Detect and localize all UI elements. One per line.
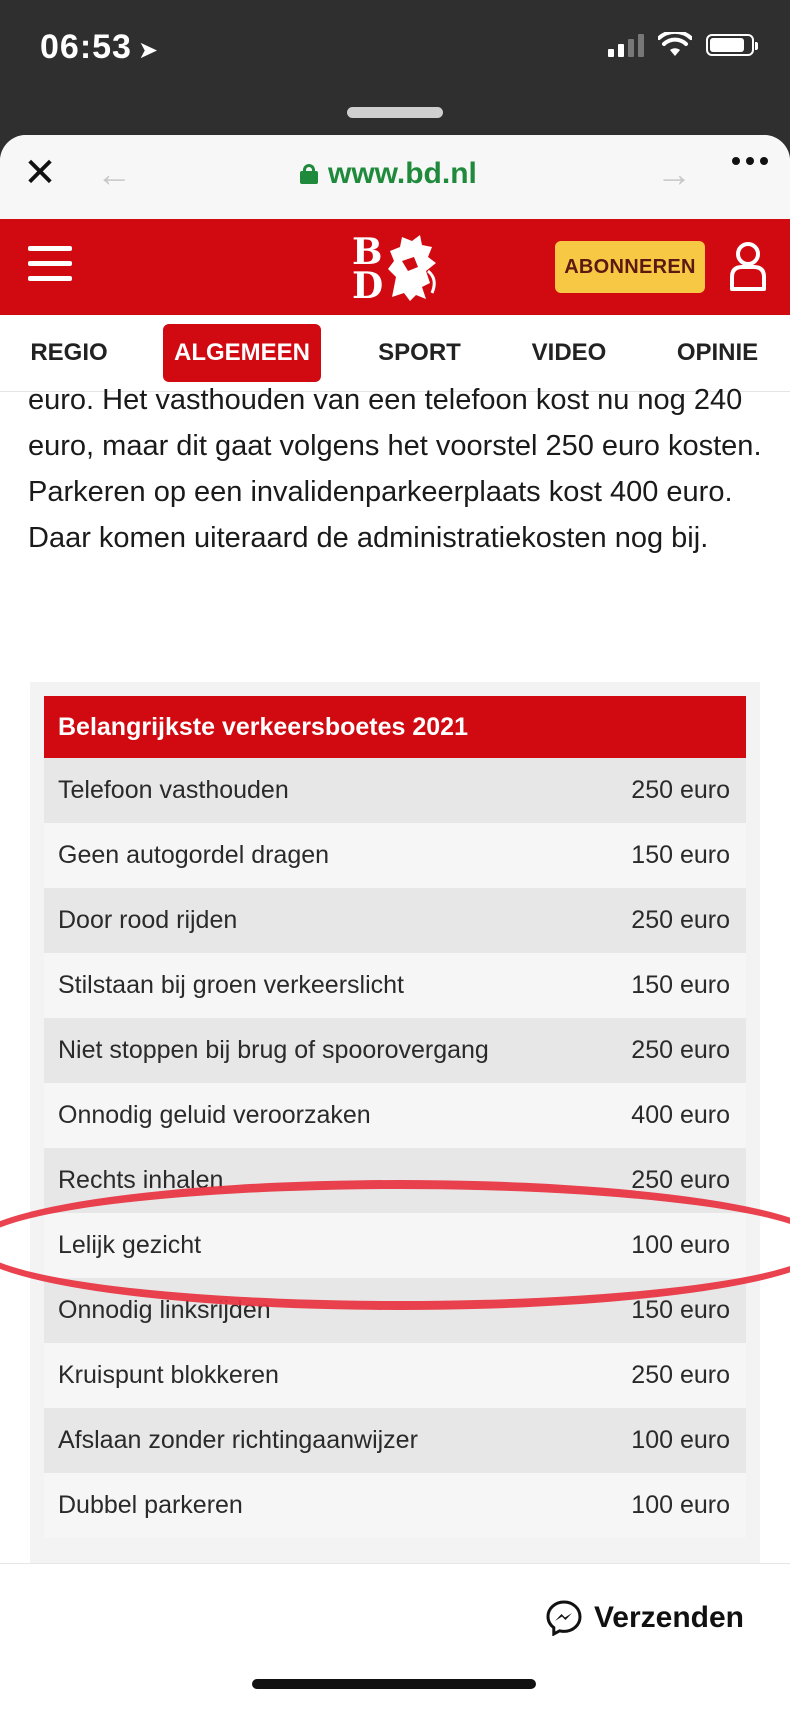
fine-cell: 150 euro	[631, 971, 730, 999]
red-ellipse-annotation	[0, 1180, 790, 1310]
share-button[interactable]	[546, 1600, 744, 1636]
table-row	[44, 1083, 746, 1148]
fines-table	[30, 682, 760, 1602]
fine-cell: 100 euro	[631, 1491, 730, 1519]
offence-cell: Door rood rijden	[58, 906, 238, 934]
tab-sport[interactable]: SPORT	[378, 339, 461, 366]
table-row	[44, 758, 746, 823]
logo-letter-b: B	[352, 231, 383, 273]
fine-cell: 250 euro	[631, 1036, 730, 1064]
hamburger-menu-icon[interactable]	[28, 246, 72, 286]
offence-cell: Kruispunt blokkeren	[58, 1361, 279, 1389]
more-dots-icon[interactable]	[732, 157, 768, 165]
offence-cell: Telefoon vasthouden	[58, 776, 289, 804]
table-row	[44, 1473, 746, 1538]
status-indicators	[608, 32, 754, 58]
cellular-signal-icon	[608, 33, 644, 57]
offence-cell: Rechts inhalen	[58, 1166, 224, 1194]
fine-cell: 100 euro	[631, 1426, 730, 1454]
browser-sheet	[0, 135, 790, 1713]
bd-logo[interactable]	[350, 231, 440, 307]
lock-icon	[300, 164, 318, 184]
status-time	[40, 28, 159, 67]
home-indicator[interactable]	[252, 1679, 536, 1689]
fine-cell: 250 euro	[631, 1361, 730, 1389]
table-row	[44, 953, 746, 1018]
browser-toolbar	[0, 135, 790, 219]
offence-cell: Niet stoppen bij brug of spoorovergang	[58, 1036, 489, 1064]
arrow-right-icon[interactable]: →	[656, 153, 692, 194]
fine-cell: 400 euro	[631, 1101, 730, 1129]
fine-cell: 150 euro	[631, 841, 730, 869]
offence-cell: Onnodig geluid veroorzaken	[58, 1101, 371, 1129]
sheet-grab-handle[interactable]	[347, 107, 443, 118]
status-time-text: 06:53	[40, 28, 132, 66]
fine-cell: 250 euro	[631, 776, 730, 804]
messenger-icon	[546, 1600, 582, 1636]
battery-icon	[706, 34, 754, 56]
close-icon[interactable]: ✕	[23, 151, 57, 195]
table-row	[44, 888, 746, 953]
location-arrow-icon: ➤	[137, 37, 160, 64]
fines-table-title: Belangrijkste verkeersboetes 2021	[44, 696, 746, 758]
offence-cell: Dubbel parkeren	[58, 1491, 243, 1519]
offence-cell: Lelijk gezicht	[58, 1231, 202, 1259]
offence-cell: Afslaan zonder richtingaanwijzer	[58, 1426, 418, 1454]
fines-table-rows	[44, 758, 746, 1538]
fine-cell: 150 euro	[631, 1296, 730, 1324]
subscribe-button[interactable]: ABONNEREN	[555, 241, 705, 293]
arrow-left-icon[interactable]: ←	[96, 153, 132, 194]
article-paragraph: euro. Het vasthouden van een telefoon kost nu nog 240 euro, maar dit gaat volgens het voorstel 250 euro kosten. Parkeren op een invalidenparkeerplaats kost 400 euro. Daar komen uiteraard de administratiekosten nog bij.	[28, 384, 762, 554]
site-header	[0, 219, 790, 315]
url-text: www.bd.nl	[328, 157, 477, 190]
bottom-share-bar	[0, 1563, 790, 1713]
offence-cell: Geen autogordel dragen	[58, 841, 330, 869]
fine-cell: 100 euro	[631, 1231, 730, 1259]
logo-letter-d: D	[352, 265, 384, 307]
table-row	[44, 1018, 746, 1083]
tab-regio[interactable]: REGIO	[30, 339, 108, 366]
url-display[interactable]	[300, 157, 477, 191]
fine-cell: 250 euro	[631, 906, 730, 934]
table-row	[44, 823, 746, 888]
tab-video[interactable]: VIDEO	[531, 339, 607, 366]
share-label: Verzenden	[593, 1601, 744, 1634]
wifi-icon	[658, 32, 692, 58]
table-row	[44, 1408, 746, 1473]
user-account-icon[interactable]	[728, 239, 768, 293]
tab-algemeen[interactable]: ALGEMEEN	[163, 324, 321, 382]
tab-opinie[interactable]: OPINIE	[676, 339, 759, 366]
table-row	[44, 1343, 746, 1408]
fine-cell: 250 euro	[631, 1166, 730, 1194]
offence-cell: Onnodig linksrijden	[58, 1296, 271, 1324]
offence-cell: Stilstaan bij groen verkeerslicht	[58, 971, 404, 999]
lion-icon	[382, 231, 440, 303]
battery-fill	[710, 38, 744, 52]
